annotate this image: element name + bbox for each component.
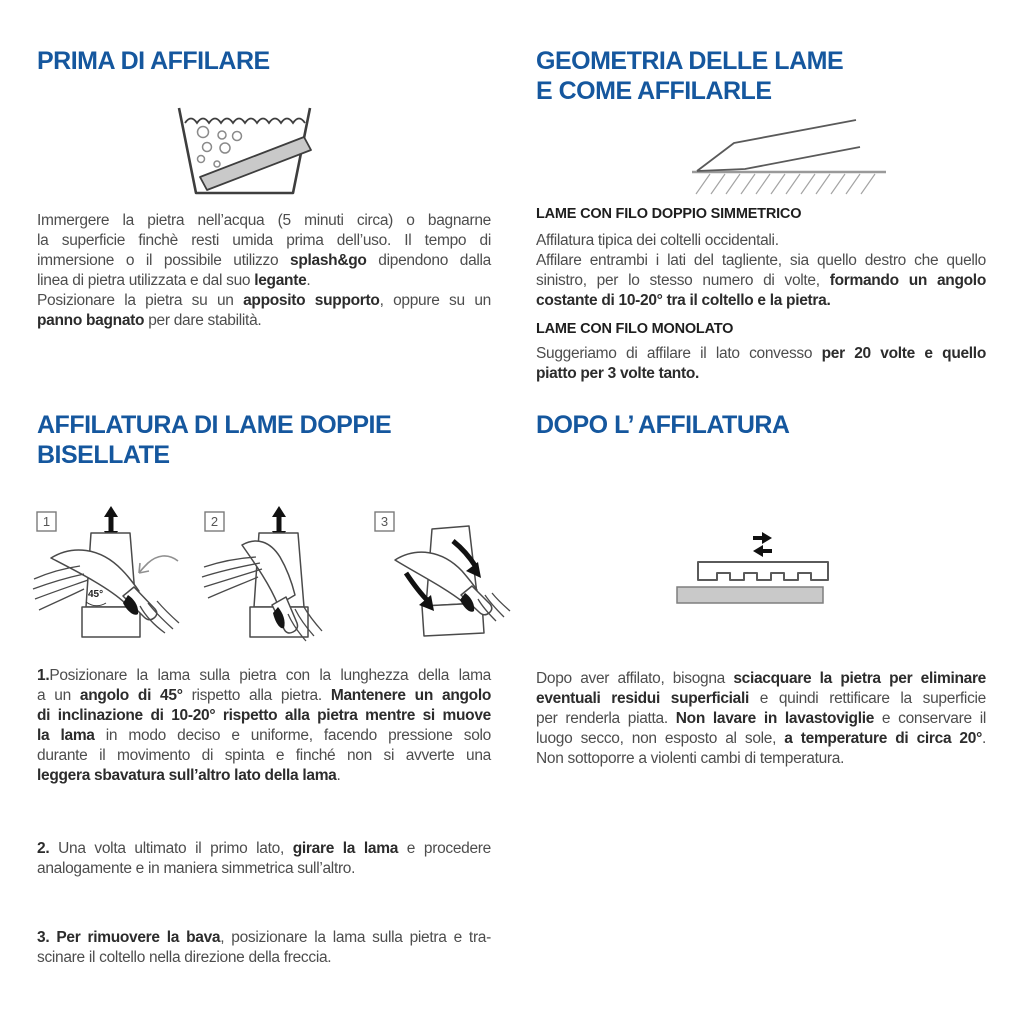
stone-drawing bbox=[677, 587, 823, 603]
paragraph-dopo: Dopo aver affilato, bisogna sciacquare la pietra per eliminare eventuali residui superficiali e quindi rettificare la superficie per renderla piatta. Non lavare in lavastoviglie e conservare il luogo secco, non esposto al sole, a temperature di circa 20°. Non sottoporre a violenti cambi di temperatura. bbox=[536, 670, 986, 767]
paragraph-step-3: 3. Per rimuovere la bava, posizionare la lama sulla pietra e tra- scinare il coltello nella direzione della freccia. bbox=[37, 929, 491, 966]
angle-label: 45° bbox=[88, 589, 104, 600]
paragraph-filo-doppio: Affilatura tipica dei coltelli occidentali. Affilare entrambi i lati del tagliente, sia quello destro che quello sinistro, per lo stesso numero di volte, formando un angolo costante di 10-20° tra il coltello e la pietra. bbox=[536, 232, 986, 309]
paragraph-step-1: 1.Posizionare la lama sulla pietra con la lunghezza della lama a un angolo di 45° rispetto alla pietra. Mantenere un angolo di inclinazione di 10-20° rispetto alla pietra mentre si muove la lama in modo deciso e uniforme, facendo pressione solo durante il movimento di spinta e finché non si avverte una leggera sbavatura sull’altro lato della lama. bbox=[37, 667, 491, 784]
sharpening-step-1-illustration bbox=[30, 503, 186, 655]
subheading-filo-monolato: LAME CON FILO MONOLATO bbox=[536, 321, 734, 337]
heading-affilatura-lame-doppie bbox=[37, 410, 391, 470]
hatching bbox=[696, 174, 875, 194]
flattening-plate-drawing bbox=[698, 562, 828, 580]
heading-line: GEOMETRIA DELLE LAME bbox=[536, 47, 844, 75]
heading-prima-di-affilare bbox=[37, 46, 270, 76]
heading-geometria-delle-lame bbox=[536, 46, 843, 106]
curved-arrow-icon bbox=[139, 556, 178, 573]
blade-geometry-illustration bbox=[688, 112, 888, 197]
heading-line: AFFILATURA DI LAME DOPPIE bbox=[37, 411, 392, 439]
back-and-forth-arrows-icon bbox=[753, 532, 772, 557]
heading-line: BISELLATE bbox=[37, 441, 170, 469]
heading-dopo-affilatura bbox=[536, 410, 790, 440]
basin-illustration bbox=[176, 103, 316, 199]
flattening-plate-illustration bbox=[660, 527, 830, 615]
bubbles bbox=[198, 127, 242, 168]
heading-line: E COME AFFILARLE bbox=[536, 77, 772, 105]
paragraph-prima: Immergere la pietra nell’acqua (5 minuti circa) o bagnarne la superficie finchè resti umida prima dell’uso. Il tempo di immersione o il possibile utilizzo splash&go dipendono dalla linea di pietra utilizzata e dal suo legante. Posizionare la pietra su un apposito supporto, oppure su un panno bagnato per dare stabilità. bbox=[37, 212, 491, 329]
subheading-filo-doppio-simmetrico: LAME CON FILO DOPPIO SIMMETRICO bbox=[536, 206, 802, 222]
step-number: 2 bbox=[210, 514, 219, 529]
step-number: 1 bbox=[42, 514, 51, 529]
sharpening-step-2-illustration bbox=[198, 503, 354, 655]
step-number: 3 bbox=[380, 514, 389, 529]
sharpening-step-3-illustration bbox=[368, 503, 524, 655]
blade-cross-section bbox=[697, 120, 860, 171]
heading-line: PRIMA DI AFFILARE bbox=[37, 47, 270, 75]
paragraph-filo-monolato: Suggeriamo di affilare il lato convesso per 20 volte e quello piatto per 3 volte tanto. bbox=[536, 345, 986, 382]
heading-line: DOPO L’ AFFILATURA bbox=[536, 411, 790, 439]
water-wave-line bbox=[185, 119, 305, 124]
paragraph-step-2: 2. Una volta ultimato il primo lato, girare la lama e procedere analogamente e in maniera simmetrica sull’altro. bbox=[37, 840, 491, 877]
